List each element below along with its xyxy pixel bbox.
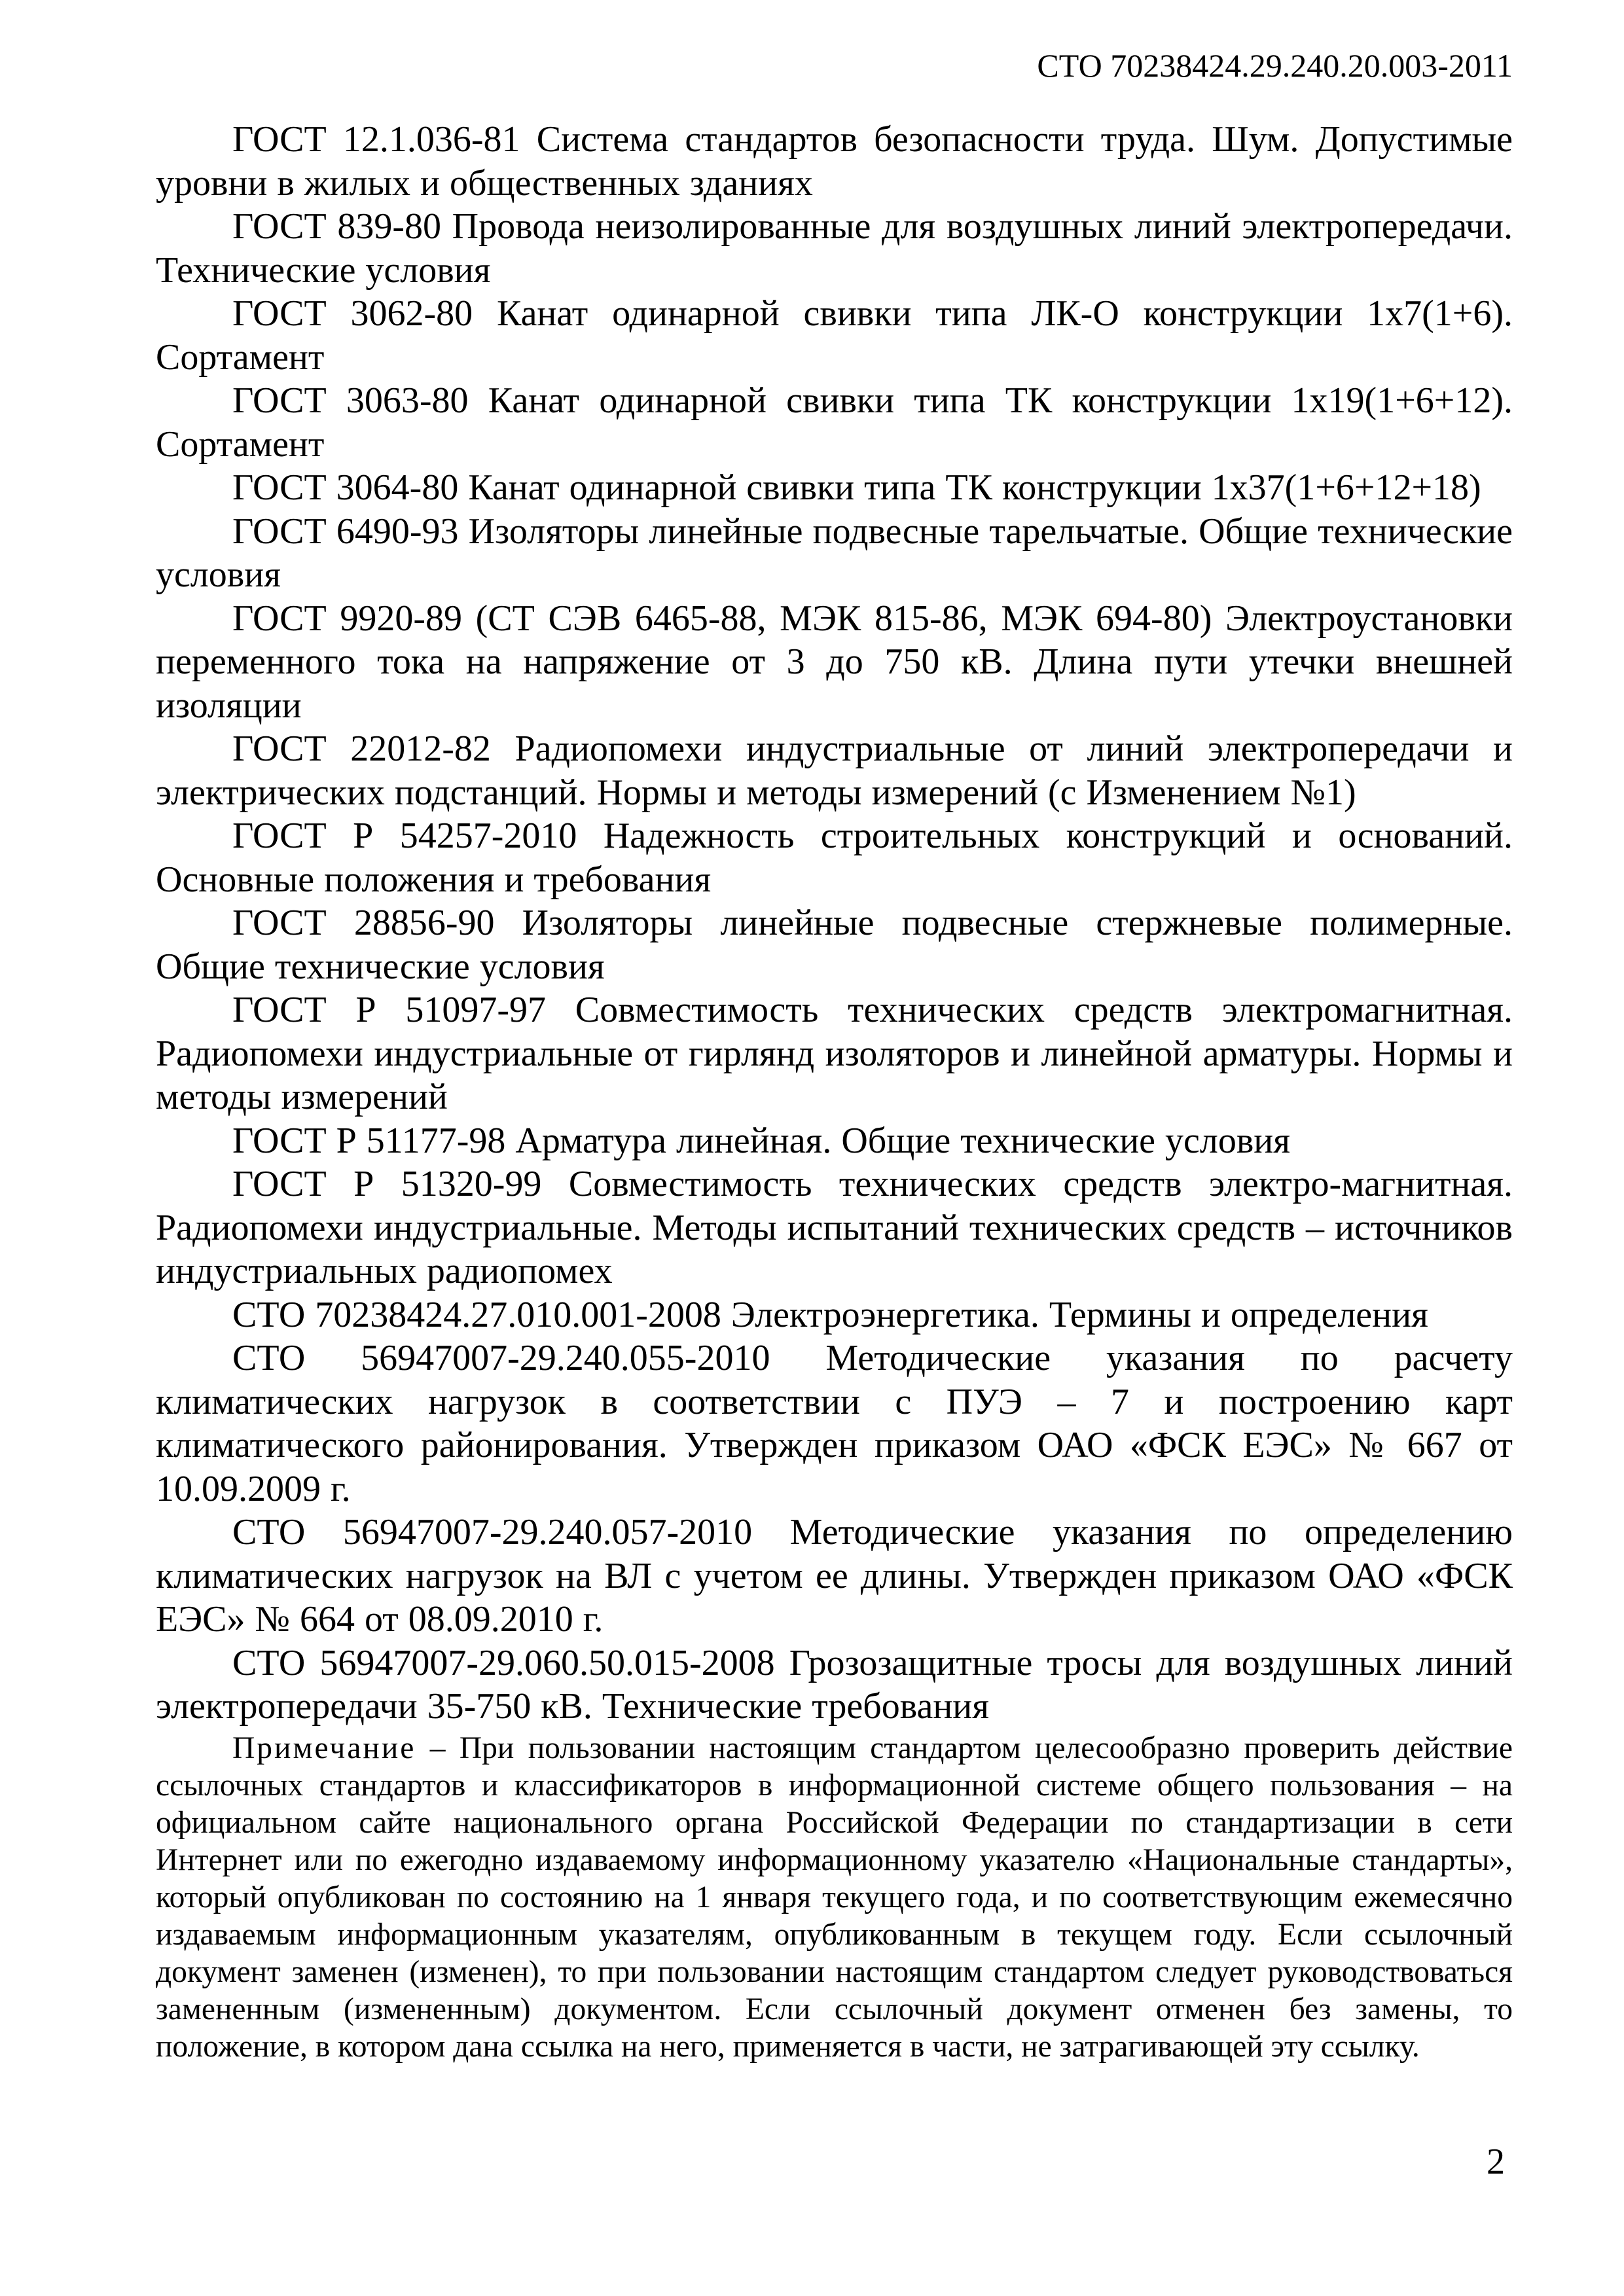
page-number: 2 [1487, 2142, 1505, 2182]
reference-item: ГОСТ 6490-93 Изоляторы линейные подвесные тарельчатые. Общие технические условия [156, 511, 1513, 595]
reference-item: ГОСТ 28856-90 Изоляторы линейные подвесные стержневые полимерные. Общие технические условия [156, 903, 1513, 987]
reference-item: СТО 56947007-29.240.055-2010 Методические указания по расчету климатических нагрузок в соответствии с ПУЭ – 7 и построению карт климатического районирования. Утвержден приказом ОАО «ФСК ЕЭС» № 667 от 10.09.2009 г. [156, 1338, 1513, 1509]
reference-item: ГОСТ 12.1.036-81 Система стандартов безопасности труда. Шум. Допустимые уровни в жилых и общественных зданиях [156, 119, 1513, 204]
reference-item: ГОСТ 839-80 Провода неизолированные для воздушных линий электропередачи. Технические условия [156, 206, 1513, 291]
reference-item: ГОСТ Р 51177-98 Арматура линейная. Общие технические условия [232, 1120, 1290, 1161]
note-text: – При пользовании настоящим стандартом целесообразно проверить действие ссылочных стандартов и классификаторов в информационной системе общего пользования – на официальном сайте национального органа Российской Федерации по стандартизации в сети Интернет или по ежегодно издаваемому информационному указателю «Национальные стандарты», который опубликован по состоянию на 1 января текущего года, и по соответствующим ежемесячно издаваемым информационным указателям, опубликованным в текущем году. Если ссылочный документ заменен (изменен), то при пользовании настоящим стандартом следует руководствоваться замененным (измененным) документом. Если ссылочный документ отменен без замены, то положение, в котором дана ссылка на него, применяется в части, не затрагивающей эту ссылку. [156, 1731, 1513, 2064]
references-list [156, 118, 1513, 2066]
reference-item: ГОСТ Р 54257-2010 Надежность строительных конструкций и оснований. Основные положения и требования [156, 816, 1513, 900]
reference-item: ГОСТ 3064-80 Канат одинарной свивки типа ТК конструкции 1х37(1+6+12+18) [232, 467, 1481, 508]
note-paragraph [156, 1730, 1513, 2066]
reference-item: ГОСТ Р 51097-97 Совместимость технических средств электромагнитная. Радиопомехи индустриальные от гирлянд изоляторов и линейной арматуры. Нормы и методы измерений [156, 990, 1513, 1117]
reference-item: ГОСТ 22012-82 Радиопомехи индустриальные от линий электропередачи и электрических подстанций. Нормы и методы измерений (с Изменением №1) [156, 728, 1513, 813]
reference-item: ГОСТ 3062-80 Канат одинарной свивки типа ЛК-О конструкции 1х7(1+6). Сортамент [156, 293, 1513, 378]
reference-item: СТО 56947007-29.060.50.015-2008 Грозозащитные тросы для воздушных линий электропередачи 35-750 кВ. Технические требования [156, 1642, 1513, 1727]
note-label: Примечание [232, 1731, 416, 1765]
reference-item: СТО 70238424.27.010.001-2008 Электроэнергетика. Термины и определения [232, 1294, 1428, 1335]
reference-item: ГОСТ 3063-80 Канат одинарной свивки типа ТК конструкции 1х19(1+6+12). Сортамент [156, 380, 1513, 465]
document-code-header: СТО 70238424.29.240.20.003-2011 [1037, 47, 1513, 84]
reference-item: ГОСТ 9920-89 (СТ СЭВ 6465-88, МЭК 815-86, МЭК 694-80) Электроустановки переменного тока на напряжение от 3 до 750 кВ. Длина пути утечки внешней изоляции [156, 598, 1513, 726]
reference-item: СТО 56947007-29.240.057-2010 Методические указания по определению климатических нагрузок на ВЛ с учетом ее длины. Утвержден приказом ОАО «ФСК ЕЭС» № 664 от 08.09.2010 г. [156, 1512, 1513, 1640]
reference-item: ГОСТ Р 51320-99 Совместимость технических средств электро-магнитная. Радиопомехи индустриальные. Методы испытаний технических средств – источников индустриальных радиопомех [156, 1164, 1513, 1291]
